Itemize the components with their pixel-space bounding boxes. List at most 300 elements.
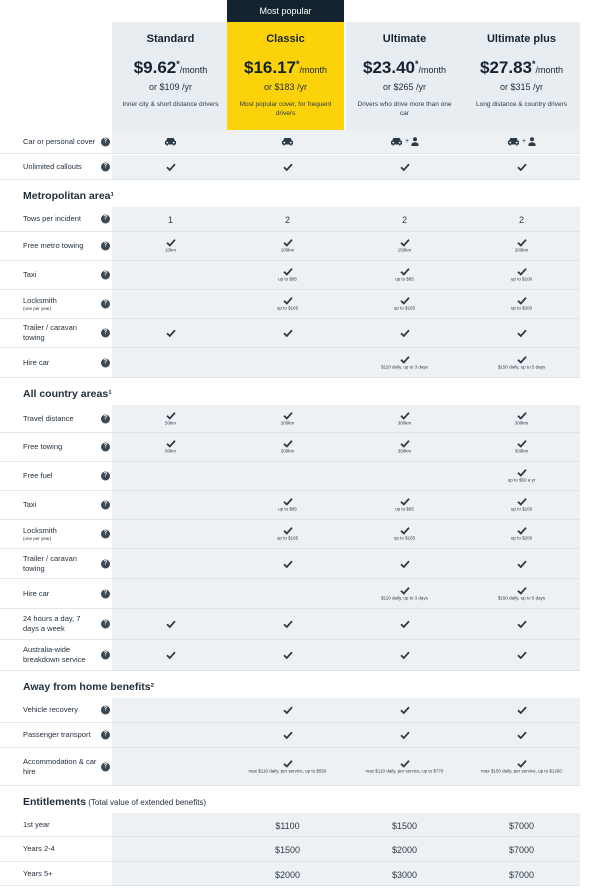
table-row bbox=[0, 433, 602, 462]
row-label-text: Taxi bbox=[23, 500, 37, 509]
cell-note: up to $85 bbox=[395, 506, 414, 512]
row-label-text: Free towing bbox=[23, 442, 63, 451]
table-cell bbox=[229, 130, 346, 154]
checkmark-icon bbox=[517, 560, 527, 568]
row-label bbox=[0, 433, 113, 462]
table-row bbox=[0, 405, 602, 433]
checkmark-icon bbox=[517, 706, 527, 714]
table-cell bbox=[346, 520, 463, 549]
checkmark-icon bbox=[400, 731, 410, 739]
cell-value: $1100 bbox=[275, 820, 300, 831]
cell-value: $1500 bbox=[274, 845, 301, 855]
row-label bbox=[0, 640, 113, 671]
table-cell bbox=[463, 862, 580, 886]
row-label bbox=[0, 290, 113, 319]
table-cell bbox=[112, 579, 229, 609]
checkmark-icon bbox=[517, 469, 527, 477]
checkmark-icon bbox=[517, 239, 527, 247]
plan-price: $16.17*/month bbox=[243, 58, 328, 77]
plan-name: Ultimate bbox=[382, 33, 427, 45]
table-cell bbox=[346, 319, 463, 348]
cell-note: 300km bbox=[397, 420, 412, 425]
checkmark-icon bbox=[166, 329, 176, 337]
checkmark-icon bbox=[166, 620, 176, 628]
cell-note: 200km bbox=[280, 420, 295, 425]
cell-note: 200km bbox=[280, 448, 295, 454]
checkmark-icon bbox=[283, 297, 293, 305]
section-title: All country areas¹ bbox=[23, 388, 112, 400]
table-cell bbox=[229, 723, 346, 748]
plan-description: Drivers who drive more than one car bbox=[357, 101, 452, 117]
checkmark-icon bbox=[400, 329, 410, 337]
table-row bbox=[0, 319, 602, 348]
checkmark-icon bbox=[283, 560, 293, 568]
cell-note: 300km bbox=[514, 448, 529, 454]
table-row bbox=[0, 232, 602, 261]
cell-value: 2 bbox=[284, 215, 290, 225]
row-label bbox=[0, 698, 113, 723]
checkmark-icon bbox=[400, 527, 410, 535]
table-row bbox=[0, 609, 602, 640]
checkmark-icon bbox=[283, 239, 293, 247]
plan-price: $9.62*/month bbox=[133, 58, 208, 77]
table-cell bbox=[463, 520, 580, 549]
help-icon[interactable]: ? bbox=[101, 731, 110, 740]
table-cell bbox=[112, 290, 229, 319]
row-label bbox=[0, 462, 113, 491]
cell-note: up to $200 bbox=[510, 535, 533, 541]
checkmark-icon bbox=[283, 329, 293, 337]
table-cell bbox=[463, 261, 580, 290]
table-cell bbox=[346, 862, 463, 886]
checkmark-icon bbox=[400, 440, 410, 448]
table-cell bbox=[229, 640, 346, 671]
table-cell bbox=[229, 207, 346, 232]
table-row bbox=[0, 491, 602, 520]
checkmark-icon bbox=[283, 163, 293, 171]
table-cell bbox=[112, 862, 229, 886]
plan-yearly-price: or $265 /yr bbox=[382, 82, 427, 92]
table-cell bbox=[112, 319, 229, 348]
cell-value: $2000 bbox=[391, 845, 418, 855]
plan-ultimate-plus[interactable] bbox=[463, 22, 580, 130]
table-cell bbox=[463, 549, 580, 579]
cell-note: up to $85 bbox=[278, 276, 297, 282]
checkmark-icon bbox=[283, 498, 293, 506]
table-row bbox=[0, 290, 602, 319]
table-cell bbox=[112, 232, 229, 261]
plan-classic[interactable] bbox=[227, 22, 344, 130]
cell-value: $7000 bbox=[508, 845, 535, 855]
checkmark-icon bbox=[517, 759, 527, 767]
cell-note: up to $165 bbox=[276, 305, 299, 311]
checkmark-icon bbox=[400, 239, 410, 247]
table-cell bbox=[346, 290, 463, 319]
checkmark-icon bbox=[517, 329, 527, 337]
row-label-text: Unlimited callouts bbox=[23, 162, 82, 171]
most-popular-badge: Most popular bbox=[227, 0, 344, 22]
plan-name: Classic bbox=[266, 33, 305, 45]
row-label-text: Trailer / caravan towing bbox=[23, 323, 77, 342]
section-title: Metropolitan area¹ bbox=[23, 190, 115, 202]
table-row bbox=[0, 261, 602, 290]
table-row bbox=[0, 207, 602, 232]
plan-price: $27.83*/month bbox=[479, 58, 564, 77]
plan-price: $23.40*/month bbox=[362, 58, 447, 77]
table-cell bbox=[463, 837, 580, 862]
help-icon[interactable]: ? bbox=[101, 329, 110, 338]
row-label bbox=[0, 207, 113, 232]
table-cell bbox=[229, 813, 346, 837]
table-cell bbox=[112, 462, 229, 491]
table-cell bbox=[463, 433, 580, 462]
checkmark-icon bbox=[283, 527, 293, 535]
cell-note: max $110 daily, per service, up to $550 bbox=[248, 768, 327, 773]
cell-value: $2000 bbox=[274, 869, 301, 880]
table-row bbox=[0, 348, 602, 378]
help-icon[interactable]: ? bbox=[101, 530, 110, 539]
table-cell bbox=[346, 433, 463, 462]
table-row bbox=[0, 130, 602, 154]
table-cell bbox=[346, 261, 463, 290]
cell-value: 1 bbox=[167, 215, 173, 225]
table-cell bbox=[463, 813, 580, 837]
checkmark-icon bbox=[283, 706, 293, 714]
row-label-text: Travel distance bbox=[23, 413, 74, 423]
table-cell bbox=[229, 261, 346, 290]
row-label-text: Years 2-4 bbox=[23, 844, 55, 853]
cell-note: up to $200 bbox=[510, 305, 533, 311]
checkmark-icon bbox=[517, 586, 527, 594]
checkmark-icon bbox=[517, 411, 527, 419]
table-row bbox=[0, 723, 602, 748]
checkmark-icon bbox=[517, 268, 527, 276]
help-icon[interactable]: ? bbox=[101, 414, 110, 423]
checkmark-icon bbox=[517, 498, 527, 506]
row-label-text: Trailer / caravan towing bbox=[23, 553, 77, 573]
cell-note: up to $165 bbox=[393, 535, 416, 541]
table-row bbox=[0, 698, 602, 723]
table-cell bbox=[229, 520, 346, 549]
help-icon[interactable]: ? bbox=[101, 651, 110, 660]
table-row bbox=[0, 462, 602, 491]
help-icon[interactable]: ? bbox=[101, 589, 110, 598]
cell-value: 2 bbox=[401, 215, 407, 225]
checkmark-icon bbox=[517, 731, 527, 739]
checkmark-icon bbox=[283, 651, 293, 659]
cell-value: $1500 bbox=[391, 820, 418, 831]
table-cell bbox=[229, 319, 346, 348]
cell-note: $110 daily, up to 3 days bbox=[381, 595, 428, 600]
plan-header bbox=[0, 0, 602, 132]
checkmark-icon bbox=[400, 355, 410, 363]
cell-note: $150 daily, up to 5 days bbox=[497, 595, 546, 600]
table-cell bbox=[229, 155, 346, 180]
cell-note: max $150 daily, per service, up to $1260 bbox=[481, 768, 562, 773]
cell-note: up to $85 bbox=[395, 276, 414, 282]
checkmark-icon bbox=[400, 297, 410, 305]
cell-note: up to $50 a yr bbox=[507, 477, 536, 483]
table-cell bbox=[229, 837, 346, 862]
checkmark-icon bbox=[400, 759, 410, 767]
row-label-text: Hire car bbox=[23, 357, 50, 367]
row-label-text: 1st year bbox=[23, 819, 50, 829]
table-cell bbox=[346, 232, 463, 261]
checkmark-icon bbox=[166, 651, 176, 659]
checkmark-icon bbox=[283, 620, 293, 628]
row-label-text: Taxi bbox=[23, 270, 37, 279]
help-icon[interactable]: ? bbox=[101, 215, 110, 224]
table-cell bbox=[112, 813, 229, 837]
table-cell bbox=[463, 462, 580, 491]
table-cell bbox=[229, 549, 346, 579]
plan-standard[interactable] bbox=[112, 22, 229, 130]
table-cell bbox=[112, 549, 229, 579]
table-cell bbox=[229, 433, 346, 462]
table-cell bbox=[112, 130, 229, 154]
row-label-text: Years 5+ bbox=[23, 868, 53, 878]
table-row bbox=[0, 549, 602, 579]
row-label bbox=[0, 232, 113, 261]
plan-name: Standard bbox=[146, 33, 195, 45]
table-cell bbox=[229, 862, 346, 886]
table-cell bbox=[463, 579, 580, 609]
help-icon[interactable]: ? bbox=[101, 443, 110, 452]
checkmark-icon bbox=[166, 239, 176, 247]
table-row bbox=[0, 813, 602, 837]
table-row bbox=[0, 748, 602, 786]
table-cell bbox=[346, 207, 463, 232]
table-cell bbox=[229, 290, 346, 319]
table-cell bbox=[346, 405, 463, 433]
table-cell bbox=[112, 748, 229, 786]
row-label bbox=[0, 491, 113, 520]
help-icon[interactable]: ? bbox=[101, 358, 110, 367]
help-icon[interactable]: ? bbox=[101, 620, 110, 629]
checkmark-icon bbox=[166, 411, 176, 419]
table-cell bbox=[346, 491, 463, 520]
cell-note: 10km bbox=[164, 247, 176, 253]
help-icon[interactable]: ? bbox=[101, 300, 110, 309]
help-icon[interactable]: ? bbox=[101, 706, 110, 715]
table-cell bbox=[229, 579, 346, 609]
checkmark-icon bbox=[400, 163, 410, 171]
cell-note: up to $100 bbox=[510, 506, 533, 512]
help-icon[interactable]: ? bbox=[101, 559, 110, 568]
row-label bbox=[0, 837, 113, 862]
table-cell bbox=[112, 155, 229, 180]
table-cell bbox=[346, 549, 463, 579]
help-icon[interactable]: ? bbox=[101, 472, 110, 481]
checkmark-icon bbox=[283, 731, 293, 739]
cell-note: 50km bbox=[164, 448, 176, 454]
row-label-text: Tows per incident bbox=[23, 214, 81, 223]
help-icon[interactable]: ? bbox=[101, 242, 110, 251]
checkmark-icon bbox=[400, 268, 410, 276]
checkmark-icon bbox=[517, 163, 527, 171]
help-icon[interactable]: ? bbox=[101, 137, 110, 146]
plan-ultimate[interactable] bbox=[346, 22, 463, 130]
row-label bbox=[0, 609, 113, 640]
table-cell bbox=[346, 698, 463, 723]
cell-note: 200km bbox=[514, 247, 529, 253]
table-cell bbox=[112, 609, 229, 640]
plan-yearly-price: or $183 /yr bbox=[263, 82, 308, 92]
table-cell bbox=[229, 348, 346, 378]
row-label-text: Vehicle recovery bbox=[23, 705, 79, 714]
table-cell: + bbox=[346, 130, 463, 154]
checkmark-icon bbox=[517, 297, 527, 305]
row-label bbox=[0, 261, 113, 290]
table-cell bbox=[112, 207, 229, 232]
table-cell bbox=[112, 640, 229, 671]
row-label bbox=[0, 723, 113, 748]
table-cell bbox=[463, 491, 580, 520]
plan-name: Ultimate plus bbox=[486, 33, 557, 45]
table-cell bbox=[112, 698, 229, 723]
table-cell bbox=[112, 520, 229, 549]
cell-note: up to $165 bbox=[276, 535, 299, 541]
plan-yearly-price: or $109 /yr bbox=[148, 82, 193, 92]
table-cell bbox=[463, 405, 580, 433]
table-cell bbox=[229, 462, 346, 491]
table-cell bbox=[346, 837, 463, 862]
cell-value: $3000 bbox=[391, 869, 418, 880]
row-label bbox=[0, 155, 113, 180]
checkmark-icon bbox=[517, 527, 527, 535]
row-label-text: Locksmith (one per year) bbox=[23, 296, 57, 311]
checkmark-icon bbox=[517, 440, 527, 448]
table-cell bbox=[346, 723, 463, 748]
table-row bbox=[0, 640, 602, 671]
cell-value: 2 bbox=[518, 215, 524, 225]
cell-note: up to $100 bbox=[510, 276, 533, 282]
table-cell bbox=[346, 462, 463, 491]
plan-description: Long distance & country drivers bbox=[475, 101, 568, 108]
table-cell bbox=[346, 748, 463, 786]
row-label bbox=[0, 862, 113, 886]
table-row bbox=[0, 837, 602, 862]
table-row bbox=[0, 579, 602, 609]
checkmark-icon bbox=[166, 440, 176, 448]
table-cell: + bbox=[463, 130, 580, 154]
checkmark-icon bbox=[283, 411, 293, 419]
help-icon[interactable]: ? bbox=[101, 501, 110, 510]
checkmark-icon bbox=[283, 440, 293, 448]
table-cell bbox=[463, 155, 580, 180]
table-cell bbox=[463, 723, 580, 748]
table-cell bbox=[112, 405, 229, 433]
table-cell bbox=[112, 837, 229, 862]
row-label-text: Accommodation & car hire bbox=[23, 756, 97, 776]
table-cell bbox=[229, 609, 346, 640]
table-cell bbox=[112, 433, 229, 462]
section-title: Away from home benefits² bbox=[23, 681, 155, 693]
plan-description: Inner city & short distance drivers bbox=[122, 101, 219, 108]
cell-note: $110 daily, up to 3 days bbox=[381, 364, 428, 369]
checkmark-icon bbox=[400, 651, 410, 659]
row-label bbox=[0, 348, 113, 378]
cell-note: 300km bbox=[397, 448, 412, 454]
plan-yearly-price: or $315 /yr bbox=[499, 82, 544, 92]
table-cell bbox=[229, 491, 346, 520]
row-label bbox=[0, 130, 113, 154]
table-row bbox=[0, 520, 602, 549]
row-label bbox=[0, 579, 113, 609]
cell-note: 300km bbox=[514, 420, 529, 425]
table-cell bbox=[346, 813, 463, 837]
checkmark-icon bbox=[517, 651, 527, 659]
row-label-text: 24 hours a day, 7 days a week bbox=[23, 614, 81, 633]
cell-note: $150 daily, up to 5 days bbox=[497, 364, 546, 369]
table-cell bbox=[346, 348, 463, 378]
table-cell bbox=[463, 640, 580, 671]
table-row bbox=[0, 155, 602, 180]
row-label bbox=[0, 405, 113, 433]
checkmark-icon bbox=[166, 163, 176, 171]
row-label-text: Locksmith (one per year) bbox=[23, 526, 57, 541]
table-cell bbox=[346, 640, 463, 671]
cell-note: max $110 daily, per service, up to $770 bbox=[365, 768, 444, 773]
checkmark-icon bbox=[283, 759, 293, 767]
checkmark-icon bbox=[400, 620, 410, 628]
row-label-text: Hire car bbox=[23, 588, 50, 598]
cell-value: $7000 bbox=[508, 869, 535, 880]
table-cell bbox=[463, 319, 580, 348]
help-icon[interactable]: ? bbox=[101, 762, 110, 771]
cell-note: 150km bbox=[397, 247, 412, 253]
row-label-text: Australia-wide breakdown service bbox=[23, 645, 86, 664]
table-cell bbox=[229, 698, 346, 723]
checkmark-icon bbox=[517, 620, 527, 628]
plan-description: Most popular cover, for frequent drivers bbox=[239, 101, 332, 117]
cell-value: $7000 bbox=[508, 820, 535, 831]
help-icon[interactable]: ? bbox=[101, 163, 110, 172]
table-cell bbox=[112, 491, 229, 520]
table-cell bbox=[463, 748, 580, 786]
table-cell bbox=[112, 723, 229, 748]
row-label bbox=[0, 813, 113, 837]
cell-note: 100km bbox=[280, 247, 295, 253]
checkmark-icon bbox=[400, 560, 410, 568]
checkmark-icon bbox=[400, 586, 410, 594]
table-cell bbox=[463, 207, 580, 232]
table-cell bbox=[229, 405, 346, 433]
cell-note: up to $85 bbox=[278, 506, 297, 512]
cell-note: 50km bbox=[164, 420, 176, 425]
row-label bbox=[0, 319, 113, 348]
table-cell bbox=[229, 232, 346, 261]
table-row bbox=[0, 862, 602, 886]
table-cell bbox=[346, 155, 463, 180]
checkmark-icon bbox=[283, 268, 293, 276]
table-cell bbox=[112, 261, 229, 290]
row-label bbox=[0, 748, 113, 786]
table-cell bbox=[112, 348, 229, 378]
table-cell bbox=[346, 579, 463, 609]
row-label bbox=[0, 549, 113, 579]
row-label-text: Free fuel bbox=[23, 471, 53, 480]
table-cell bbox=[463, 609, 580, 640]
checkmark-icon bbox=[400, 706, 410, 714]
cell-note: up to $165 bbox=[393, 305, 416, 311]
help-icon[interactable]: ? bbox=[101, 271, 110, 280]
table-cell bbox=[463, 698, 580, 723]
checkmark-icon bbox=[400, 411, 410, 419]
table-cell bbox=[463, 348, 580, 378]
row-label-text: Passenger transport bbox=[23, 730, 91, 739]
section-title: Entitlements (Total value of extended benefits) bbox=[23, 796, 207, 808]
